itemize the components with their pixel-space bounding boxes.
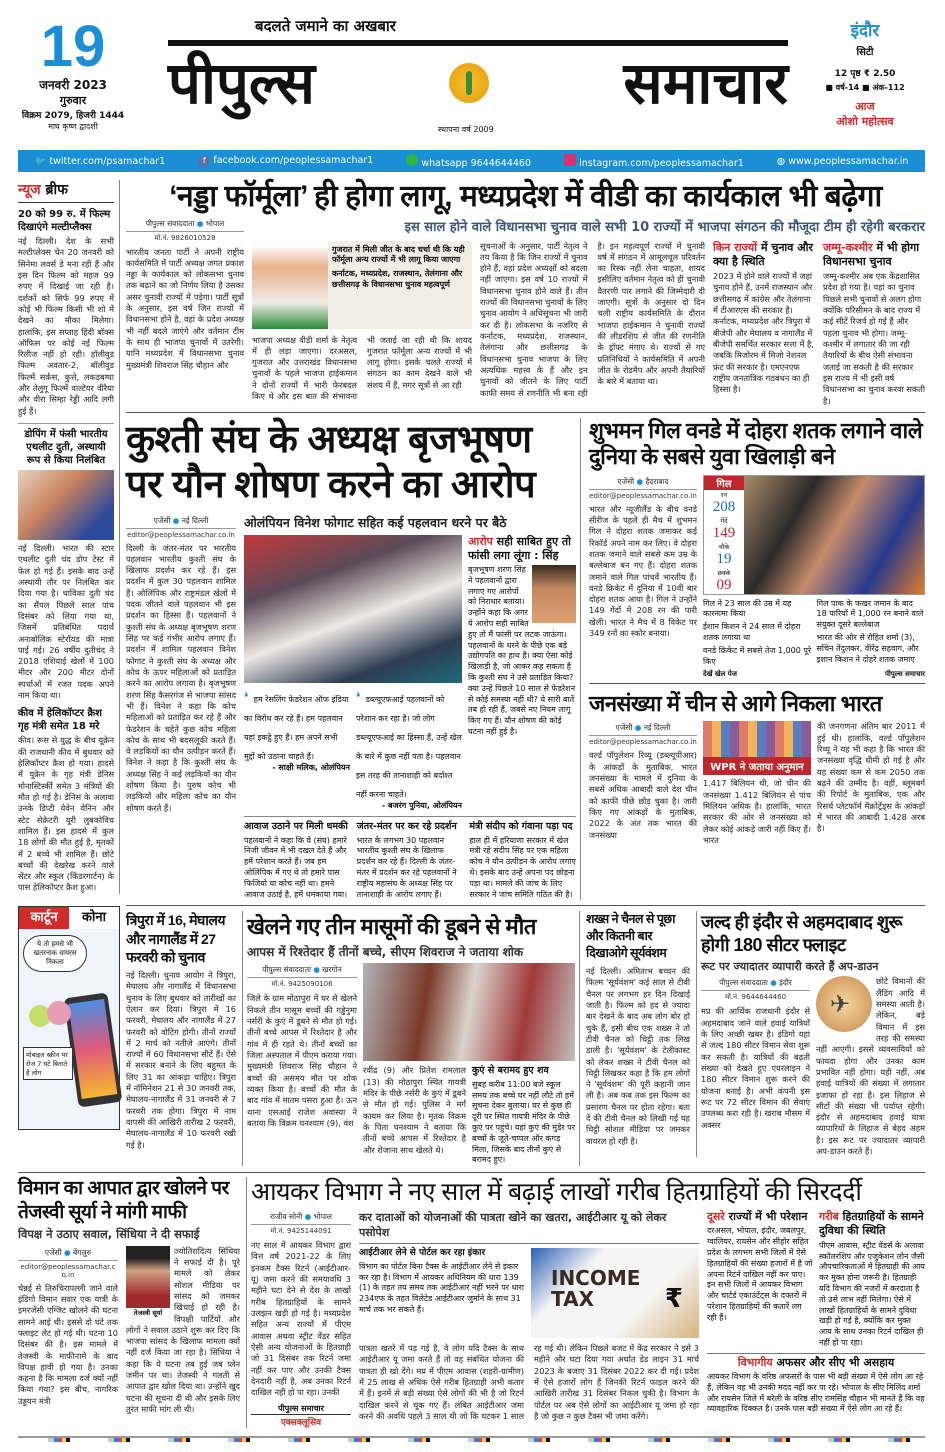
- tripura-story: त्रिपुरा में 16, मेघालय और नागालैंड में 27 फरवरी को चुनाव नई दिल्ली। चुनाव आयोग ने त्रिपुरा, मेघालय और नागालैंड में विधानसभा चुनाव के लिए बुधवार को तारीखों का ऐलान कर दिया। त्रिपुरा में 16 फरवरी, मेघालय और नागालैंड में 27 फरवरी को वोटिंग होगी। तीनों राज्यों में 2 मार्च को नतीजे आएंगे। तीनों राज्यों में 60 विधानसभा सीटें हैं। ऐसे में सरकार बनाने के लिए बहुमत के लिए 31 का आंकड़ा चाहिए। त्रिपुरा में नॉमिनेशन 21 से 30 जनवरी तक, मेघालय-नागालैंड में 31 जनवरी से 7 फरवरी तक होगा। त्रिपुरा में नाम वापसी की आखिरी तारीख 2 फरवरी, मेघालय-नागालैंड में 10 फरवरी रखी गई है।: [126, 912, 236, 1150]
- facebook-icon: f: [198, 155, 210, 167]
- news-brief-column: [18, 180, 120, 894]
- crowd-illustration: [703, 721, 811, 757]
- rupee-icon: ₹: [664, 1284, 683, 1315]
- newspaper-logo: [168, 40, 788, 120]
- social-website[interactable]: ◍ www.peoplessamachar.in: [776, 155, 909, 167]
- dilemma-box: गरीब हितग्राहियों के सामने दुविधा की स्थिति पीएम आवास, स्ट्रीट वेंडर्स के अलावा स्कॉलरशिप और एजुकेशन लोन जैसी औपचारिकताओं में हितग्राही की आय कर मुक्त होना जरूरी है। हितग्राही यदि विभाग की नजरों में करदाता है तो उसे लाभ नहीं मिलेगा। ऐसे में लाखों हितग्राहियों के सामने दुविधा खड़ी हो गई है, क्योंकि कर मुक्त आय के साथ उनका रिटर्न दाखिल ही नहीं हो पा रहा।: [819, 1210, 925, 1347]
- threat-box: आवाज उठाने पर मिली धमकी पहलवानों ने कहा कि वे (संघ) हमारे निजी जीवन में भी दखल देते हैं और हमें परेशान करते हैं। जब हम ओलिंपिक में गए थे तो हमारे पास फिजियो या कोच नहीं था। हमने आवाज उठाई है, हमें धमकाया गया।: [244, 821, 348, 899]
- lead-headline: ‘नड्डा फॉर्मूला’ ही होगा लागू, मध्यप्रदेश में वीडी का कार्यकाल भी बढ़ेगा: [169, 180, 882, 213]
- portal-box: आईटीआर लेने से पोर्टल कर रहा इंकार विभाग का पोर्टल बिना टैक्स के आईटीआर लेने से इंकार कर रहा है। विभाग में आयकर अधिनियम की धारा 139 (1) के तहत तय समय तक आईटीआर नहीं भरने पर धारा 234एफ के तहत विलेटेड आईटीआर जुर्माने के साथ 31 मार्च तक भर सकते हैं।: [359, 1248, 524, 1315]
- date-day: 19: [40, 14, 106, 79]
- wrestling-subhead: ओलंपियन विनेश फोगाट सहित कई पहलवान धरने पर बैठे: [244, 514, 507, 530]
- twitter-icon: 🐦: [34, 155, 50, 167]
- incometax-subhead: कर दाताओं को योजनाओं की पात्रता खोने का खतरा, आईटीआर यू को लेकर पसोपेश: [359, 1210, 699, 1244]
- lead-story: ‘नड्डा फॉर्मूला’ ही होगा लागू, मध्यप्रदेश में वीडी का कार्यकाल भी बढ़ेगा पीपुल्स संवाददाता ● भोपाल मो.नं. 9826010528 भारतीय जनता पार्टी ने अपनी राष्ट्रीय कार्यसमिति में पार्टी अध्यक्ष जगत प्रकाश नड्डा के कार्यकाल को लोकसभा चुनाव तक बढ़ाने का जो निर्णय लिया है उसका असर चुनावी राज्यों में पड़ेगा। पार्टी सूत्रों के अनुसार, इस वर्ष जिन राज्यों में विधानसभा होने है, वहां के प्रदेश अध्यक्ष भी नहीं बदले जाएंगे और वर्तमान टीम के साथ ही भाजपा चुनावों में उतरेगी। यानि मध्यप्रदेश में विधानसभा चुनाव मुख्यमंत्री शिवराज सिंह चौहान और इस साल होने वाले विधानसभा चुनाव वाले सभी 10 राज्यों में भाजपा संगठन की मौजूदा टीम ही रहेगी बरकरार गुजरात में मिली जीत के बाद चर्चा थी कि यही फॉर्मूला अन्य राज्यों में भी लागू किया जाएगा कर्नाटक, मध्यप्रदेश, राजस्थान, तेलंगाना और छत्तीसगढ़ के विधानसभा चुनाव महत्वपूर्ण भाजपा अध्यक्ष वीडी शर्मा के नेतृत्व में ही लड़ा जाएगा। दरअसल, गुजरात और उत्तराखंड विधानसभा चुनावों के पहले भाजपा हाईकमान ने दोनों राज्यों में भारी फेरबदल किए थे और इस बात की संभावना भी जताई जा रही थी कि शायद गुजरात फॉर्मूला अन्य राज्यों में भी लागू होगा। इसके चलते राज्यों में संगठन का काम देखने वाले भी संशय में हैं, मगर सूत्रों से आ रही सूचनाओं के अनुसार, पार्टी नेतृत्व ने तय किया है कि जिन राज्यों में चुनाव होने हैं, वहां प्रदेश अध्यक्षों को बदला नहीं जाएगा। इस वर्ष 10 राज्यों में विधानसभा चुनाव होने वाले हैं। तीन राज्यों की विधानसभा चुनावों के लिए चुनाव आयोग ने अधिसूचना भी जारी कर दी है। लोकसभा के नजरिए से कर्नाटक, मध्यप्रदेश, राजस्थान, तेलंगाना और छत्तीसगढ़ के विधानसभा चुनाव भाजपा के लिए अत्यधिक महत्त्व के हैं और इन चुनावों को जीतने के लिए पार्टी काफी समय से रणनीति भी बना रही है। इन महत्वपूर्ण राज्यों में चुनावी वर्ष में संगठन में आमूलचूल परिवर्तन का रिस्क नहीं लेना चाहता, शायद इसीलिए वर्तमान नेतृत्व को ही चुनावी वैतरणी पार लगाने की जिम्मेदारी दी जाएगी। सूत्रों के अनुसार दो दिन चली राष्ट्रीय कार्यसमिति के दौरान भाजपा हाईकमान ने चुनावी राज्यों की लीडरशिप से जीत की रणनीति के ड्रॉफ्ट मंगाए थे। राज्यों से गए प्रतिनिधियों ने कार्यसमिति में अपनी जीत के रोडमैप और अपनी तैयारियों के बारे में बताया था। किन राज्यों में चुनाव और क्या है स्थिति 2023 में होने वाले राज्यों में जहां चुनाव होने हैं, उनमें राजस्थान और छत्तीसगढ़ में कांग्रेस और तेलंगाना में टीआरएस की सरकार है। कर्नाटक, मध्यप्रदेश और त्रिपुरा में बीजेपी और मेघालय व नागालैंड में बीजेपी समर्थित सरकार सत्ता में है, जबकि मिजोरम में मिजो नेशनल फ्रंट की सरकार है। एमएनएफ राष्ट्रीय जनतांत्रिक गठबंधन का ही हिस्सा है। जम्मू-कश्मीर में भी होगा विधानसभा चुनाव जम्मू-कश्मीर अब एक केंद्रशासित प्रदेश हो गया है। यहां का चुनाव पिछले सभी चुनावों से अलग होगा क्योंकि परिसीमन के बाद राज्य में कई सीटें रिजर्व हो गई हैं और पहला चुनाव भी होगा। जम्मू-कश्मीर में लगातार की जा रही तैयारियों के बीच ऐसी संभावना जताई जा सकती है की सरकार इस राज्य में भी इसी वर्ष विधानसभा का चुनाव करवा सकती है।: [126, 180, 925, 413]
- drowning-story: खेलने गए तीन मासूमों की डूबने से मौत आपस में रिश्तेदार हैं तीनों बच्चे, सीएम शिवराज ने जताया शोक पीपुल्स संवाददाता ● खरगोन मो.नं. 9425090106 जिले के ग्राम मोठापुरा में घर से खेलने निकले तीन मासूम बच्चों की गड्ढेनुमा नर्सरी के कुएं में डूबने से मौत हो गई। तीनों बच्चे आपस में रिश्तेदार है और गांव में ही रहते थे। तीनों बच्चों का जिला अस्पताल में पीएम कराया गया। मुख्यमंत्री शिवराज सिंह चौहान ने बच्चों की असमय मौत पर शोक व्यक्त किया है। बच्चों की मौत के बाद गांव में मातम पसरा हुआ है। ऊन थाना एसआई राजेश अवास्या ने बताया कि विक्रम घनश्याम (9), वंश रवींद्र (9) और प्रितेश रामलाल (13) की मोठापुरा स्थित गायत्री मंदिर के पीछे नर्सरी के कुएं में डूबने से मौत हो गई। पुलिस ने मर्ग कायम कर लिया है। मृतक विक्रम के पिता घनश्याम ने बताया कि तीनों बच्चे आपस में रिश्तेदार है और रोजाना साथ खेलते थे। कुएं से बरामद हुए शव सुबह करीब 11:00 बजे स्कूल समय तक बच्चे घर नहीं लौटे तो हमें सूचना देकर बुलाया। घर से कुछ ही दूरी पर स्थित गायत्री मंदिर के पीछे कुएं पर पहुंचे। यहां कुएं की मुंडेर पर बच्चों के जूते-चप्पल और कंगड़ मिला, जिसके बाद तीनों कुएं से बरामद हुए।: [242, 911, 580, 1166]
- volume: ■ वर्ष-14 ■ अंक-112: [825, 83, 905, 92]
- lead-subhead: इस साल होने वाले विधानसभा चुनाव वाले सभी 10 राज्यों में भाजपा संगठन की मौजूदा टीम ही रहेगी बरकरार: [404, 219, 925, 235]
- brief-item: कीव में हेलिकॉप्टर क्रैश गृह मंत्री समेत 18 मरे कीव। रूस से युद्ध के बीच यूक्रेन की राजधानी कीव में बुधवार को हेलिकॉप्टर क्रैश हो गया। हादसे में यूक्रेन के गृह मंत्री डेनिस मोनास्टिर्स्की समेत 3 मंत्रियों की मौत हो गई है। डेनिस के अलावा उनके डिप्टी येवेन येनिन और स्टेट सेक्रेटरी यूरी लुबकोविच शामिल हैं। इस हादसे में कुल 18 लोगों की मौत हुई है, मृतकों में 2 बच्चे भी शामिल हैं। छोटे बच्चों की देखरेख करने वाले सेंटर और स्कूल (किंडरगार्टन) के पास हेलिकॉप्टर क्रैश हुआ।: [18, 708, 114, 893]
- whatsapp-icon: [406, 154, 418, 166]
- brij-bhushan-box: आरोप सही साबित हुए तो फांसी लगा लूंगा : सिंह बृजभूषण शरण सिंह ने पहलवानों द्वारा लगाए गए आरोपों को निराधार बताया। उन्होंने कहा कि अगर ये आरोप सही साबित हुए तो मैं फांसी पर लटक जाऊंगा। पहलवानों के धरने के पीछे एक बड़े उद्योगपति का हाथ है। क्या ऐसा कोई खिलाड़ी है, जो आकर कह सकता है कि कुश्ती संघ ने उसे प्रताड़ित किया? क्या उन्हें पिछले 10 साल से फेडरेशन से कोई समस्या नहीं थी? ये सारी बातें तब हो रही हैं, जबसे नए नियम लागू किए गए हैं। यौन शोषण की कोई घटना नहीं हुई है।: [468, 534, 576, 737]
- globe-icon: ◍: [776, 155, 789, 167]
- gill-headline: शुभमन गिल वनडे में दोहरा शतक लगाने वाले दुनिया के सबसे युवा खिलाड़ी बने: [589, 417, 923, 470]
- other-states-box: दूसरे राज्यों में भी परेशान दरअसल, भोपाल, इंदौर, जबलपुर, ग्वालियर, रायसेन और सीहोर सहित प्रदेश के लगभग सभी जिलों में ऐसे हितग्राहियों की संख्या हजारों में है जो अपना रिटर्न दाखिल नहीं कर पाए। इन सभी जिलों में आयकर विभाग और चार्टर्ड एकाउंटेंट्स के दफ्तरों में परेशान हितग्राहियों की कतारें लग रही हैं।: [707, 1210, 813, 1322]
- income-tax-image: INCOME TAX ₹: [531, 1248, 699, 1338]
- stat: चौके 19: [716, 542, 732, 567]
- stat: गेंदें 149: [712, 516, 736, 541]
- drowning-subhead: आपस में रिश्तेदार हैं तीनों बच्चे, सीएम शिवराज ने जताया शोक: [247, 945, 524, 960]
- flight-headline: जल्द ही इंदौर से अहमदाबाद शुरू होगी 180 सीटर फ्लाइट: [701, 912, 903, 955]
- logo-right: समाचार: [623, 49, 788, 117]
- today-label: आज: [855, 100, 875, 113]
- pen-emblem-icon: [449, 63, 489, 103]
- brief-title-b: ब्रीफ: [45, 182, 68, 198]
- lead-col-3: सूचनाओं के अनुसार, पार्टी नेतृत्व ने तय किया है कि जिन राज्यों में चुनाव होने हैं, वहां प्रदेश अध्यक्षों को बदला नहीं जाएगा। इस वर्ष 10 राज्यों में विधानसभा चुनाव होने वाले हैं। तीन राज्यों की विधानसभा चुनावों के लिए चुनाव आयोग ने अधिसूचना भी जारी कर दी है। लोकसभा के नजरिए से कर्नाटक, मध्यप्रदेश, राजस्थान, तेलंगाना और छत्तीसगढ़ के विधानसभा चुनाव भाजपा के लिए अत्यधिक महत्त्व के हैं और इन चुनावों को जीतने के लिए पार्टी काफी समय से रणनीति भी बना रही है। इन महत्वपूर्ण राज्यों में चुनावी वर्ष में संगठन में आमूलचूल परिवर्तन का रिस्क नहीं लेना चाहता, शायद इसीलिए वर्तमान नेतृत्व को ही चुनावी वैतरणी पार लगाने की जिम्मेदारी दी जाएगी। सूत्रों के अनुसार दो दिन चली राष्ट्रीय कार्यसमिति के दौरान भाजपा हाईकमान ने चुनावी राज्यों की लीडरशिप से जीत की रणनीति के ड्रॉफ्ट मंगाए थे। राज्यों से गए प्रतिनिधियों ने कार्यसमिति में अपनी जीत के रोडमैप और अपनी तैयारियों के बारे में बताया था।: [480, 240, 705, 398]
- stat: छक्के 09: [716, 568, 732, 593]
- wrestling-headline: कुश्ती संघ के अध्यक्ष बृजभूषण पर यौन शोषण करने का आरोप: [126, 418, 536, 506]
- quote-sakshi: ❛ हम रेसलिंग फेडरेशन ऑफ इंडिया का विरोध कर रहे हैं। हम पहलवान यहां इकट्ठे हुए हैं। हम अपने सभी मुद्दों को उठाना चाहते हैं। - साक्षी मलिक, ओलंपियन: [244, 689, 350, 772]
- wpr-badge: WPR ने जताया अनुमान: [703, 757, 811, 775]
- airplane-icon: ✈: [830, 990, 851, 1019]
- cartoon-sign: मोबाइल स्क्रीन पर रोज 7 घंटे बिताते हैं लोग: [23, 1047, 73, 1080]
- bodies-recovered-box: कुएं से बरामद हुए शव सुबह करीब 11:00 बजे स्कूल समय तक बच्चे घर नहीं लौटे तो हमें सूचना देकर बुलाया। घर से कुछ ही दूरी पर स्थित गायत्री मंदिर के पीछे कुएं पर पहुंचे। यहां कुएं की मुंडेर पर बच्चों के जूते-चप्पल और कंगड़ मिला, जिसके बाद तीनों कुएं से बरामद हुए।: [472, 1065, 575, 1165]
- instagram-icon: [564, 154, 576, 166]
- city: इंदौर: [850, 21, 880, 41]
- social-instagram[interactable]: instagram.com/peoplessamachar1: [564, 154, 744, 169]
- tejasvi-subhead: विपक्ष ने उठाए सवाल, सिंधिया ने दी सफाई: [18, 1226, 200, 1241]
- cartoon-drawing: [19, 929, 119, 1129]
- quote-icon: ❛: [356, 689, 361, 706]
- jk-box: जम्मू-कश्मीर में भी होगा विधानसभा चुनाव जम्मू-कश्मीर अब एक केंद्रशासित प्रदेश हो गया है। यहां का चुनाव पिछले सभी चुनावों से अलग होगा क्योंकि परिसीमन के बाद राज्य में कई सीटें रिजर्व हो गई हैं और पहला चुनाव भी होगा। जम्मू-कश्मीर में लगातार की जा रही तैयारियों के बीच ऐसी संभावना जताई जा सकती है की सरकार इस राज्य में भी इसी वर्ष विधानसभा का चुनाव करवा सकती है।: [823, 240, 925, 406]
- officers-helpless-box: विभागीय अफसर और सीए भी असहाय आयकर विभाग के वरिष्ठ अफसरों के पास भी बड़ी संख्या में ऐसे लोग आ रहे हैं, लेकिन वह भी उनकी मदद नहीं कर पा रहे। भोपाल के सीए मिलिंद शर्मा और रायसेन जिले में बरेली के वरिष्ठ सीए रामसिंह चौहान भी मानते हैं कि वह व्यावहारिक दिक्कत है। उनके पास बड़ी संख्या में ऐसे लोग आ रहे हैं।: [707, 1353, 925, 1415]
- founded: स्थापना वर्ष 2009: [438, 125, 494, 134]
- flight-subhead: रूट पर ज्यादातर व्यापारी करते हैं अप-डाउन: [701, 960, 879, 974]
- lead-col-2: भाजपा अध्यक्ष वीडी शर्मा के नेतृत्व में ही लड़ा जाएगा। दरअसल, गुजरात और उत्तराखंड विधानसभा चुनावों के पहले भाजपा हाईकमान ने दोनों राज्यों में भारी फेरबदल किए थे और इस बात की संभावना भी जताई जा रही थी कि शायद गुजरात फॉर्मूला अन्य राज्यों में भी लागू होगा। इसके चलते राज्यों में संगठन का काम देखने वाले भी संशय में हैं, मगर सूत्रों से आ रही: [252, 334, 472, 402]
- jantar-mantar-box: जंतर-मंतर पर कर रहे प्रदर्शन भारत के लगभग 30 पहलवान भारतीय कुश्ती संघ के खिलाफ प्रदर्शन कर रहे हैं। दिल्ली के जंतर-मंतर में प्रदर्शन कर रहे पहलवानों ने राष्ट्रीय महासंघ के अध्यक्ष सिंह पर तानाशाही के आरोप लगाए हैं।: [356, 821, 457, 899]
- tejasvi-story: विमान का आपात द्वार खोलने पर तेजस्वी सूर्या ने मांगी माफी विपक्ष ने उठाए सवाल, सिंधिया ने दी सफाई एजेंसी ● बेंगलुरु editor@peoplessamachar.co.in चेन्नई से तिरुचिरापल्ली जाने वाले इंडिगो विमान सवार एक यात्री के इमरजेंसी एग्जिट खोलने की घटना सामने आई थी। इससे दो घंटे तक फ्लाइट लेट हो गई थी। घटना 10 दिसंबर की है। इस मामले में तेजस्वी के माफीनामे के बाद विपक्ष हावी हो गया है। उनका कहना है कि मामला दर्ज क्यों नहीं किया गया? इस बीच, नागरिक उड्डयन मंत्री तेजस्वी सूर्या ज्योतिरादित्य सिंधिया ने सफाई दी है। पूरे मामले को लेकर सोशल मीडिया पर सांसद को जमकर खिंचाई हो रही है। विपक्षी पार्टियों और लोगों ने सवाल उठाने शुरू कर दिए कि भाजपा सांसद के खिलाफ मामला क्यों नहीं दर्ज किया जा रहा है। सिंधिया ने कहा कि ये घटना तब हुई जब प्लेन जमीन पर था। तेजस्वी ने गलती से आपात द्वार खोल दिया था। उन्होंने खुद घटना की सूचना दी थी और इसके लिए तुरंत माफी मांग ली थी।: [18, 1178, 240, 1415]
- wrestling-body: दिल्ली के जंतर-मंतर पर भारतीय पहलवान भारतीय कुश्ती संघ के खिलाफ प्रदर्शन कर रहे हैं। इस प्रदर्शन में कुल 30 पहलवान शामिल हैं। ओलिंपिक और राष्ट्रमंडल खेलों में पदक जीतने वाले पहलवान भी इस प्रदर्शन का हिस्सा हैं। पहलवानों ने कुश्ती संघ के अध्यक्ष बृजभूषण शरण सिंह पर कई गंभीर आरोप लगाए हैं। प्रदर्शन में शामिल पहलवान विनेश फोगाट ने कुश्ती संघ के अध्यक्ष और कोच के ऊपर महिलाओं को प्रताड़ित करने का आरोप लगाया है। बृजभूषण शरण सिंह कैसरगंज से भाजपा सांसद भी हैं। विनेश ने कहा कि कोच महिलाओं को प्रताड़ित कर रहे हैं और फेडरेशन के चहेते कुछ कोच महिला कोच के साथ भी बदसलूकी करते हैं। वे लड़कियों का यौन उत्पीड़न करते हैं। विनेश ने कहा है कि कुश्ती संघ के अध्यक्ष सिंह ने कई लड़कियों का यौन शोषण किया है। पुरुष कोच भी लड़कियों और महिला कोच का यौन शोषण करते हैं।: [126, 542, 236, 813]
- tejasvi-photo: [126, 1246, 170, 1308]
- masthead: [18, 0, 925, 148]
- tagline: बदलते जमाने का अखबार: [255, 17, 396, 35]
- photo-credit: पीपुल्स समाचार: [884, 670, 925, 679]
- tripura-headline: त्रिपुरा में 16, मेघालय और नागालैंड में 27 फरवरी को चुनाव: [126, 912, 226, 965]
- population-headline: जनसंख्या में चीन से आगे निकला भारत: [589, 691, 882, 717]
- nadda-box: गुजरात में मिली जीत के बाद चर्चा थी कि यही फॉर्मूला अन्य राज्यों में भी लागू किया जाएगा कर्नाटक, मध्यप्रदेश, राजस्थान, तेलंगाना और छत्तीसगढ़ के विधानसभा चुनाव महत्वपूर्ण: [252, 241, 472, 329]
- social-facebook[interactable]: f facebook.com/peoplessamachar1: [198, 155, 373, 167]
- date-month-year: जनवरी 2023: [39, 78, 107, 92]
- print-registration-strip: [18, 1436, 925, 1442]
- gill-photo-area: [703, 475, 925, 595]
- wrestlers-protest-photo: [244, 535, 462, 683]
- brief-item: डोपिंग में फंसी भारतीय एथलीट दुती, अस्थायी रूप से किया निलंबित नई दिल्ली। भारत की स्टार एथलीट दुती चंद डोप टेस्ट में फेल हो गई हैं। इसके बाद उन्हें अस्थायी तौर पर निलंबित कर दिया गया है। धाविका दुती चंद का सैंपल पिछले साल पांच दिसंबर को लिया गया था, जिसमें प्रतिबंधित पदार्थ अनाबोलिक स्टेरॉयड की मात्रा पाई गई। 26 वर्षीय दुतीचंद ने 2018 एशियाई खेलों में 100 मीटर और 200 मीटर दोनों स्पर्धाओं में रजत पदक अपने नाम किया था।: [18, 423, 114, 701]
- flight-story: जल्द ही इंदौर से अहमदाबाद शुरू होगी 180 सीटर फ्लाइट रूट पर ज्यादातर व्यापारी करते हैं अप-डाउन पीपुल्स संवाददाता ● इंदौर मो.नं. 9644644460 मप्र की आर्थिक राजधानी इंदौर से अहमदाबाद जाने वाले हवाई यात्रियों के लिए अच्छी खबर है। इंडिगो यहां से जल्द 180 सीटर विमान सेवा शुरू कर सकती है। यात्रियों की बढ़ती संख्या को देखते हुए एयरलाइन ने 180 सीटर विमान शुरू करने की योजना बनाई है। अभी कंपनी इस रूट पर 72 सीटर विमान की सेवाएं उपलब्ध करा रही है। खराब मौसम में अक्सर ✈ छोटे विमानों की लैंडिंग आदि में समस्या आती है। लेकिन, बड़े विमान में इस तरह की समस्या नहीं आएगी। इससे व्यवसायियों को फायदा होगा और उनका काम प्रभावित नहीं होगा। यही नहीं, अब हवाई यात्रियों की संख्या में लगातार इजाफा हो रहा है। इस लिहाज से सीटों की संख्या भी पर्याप्त रहेगी। इंदौर से अहमदाबाद हवाई यात्रा व्यापारियों के लिहाज से बेहद अहम है। इस रूट पर ज्यादातर व्यापारी अप-डाउन करते हैं।: [696, 911, 925, 1157]
- speech-bubble: ये तो हमसे भी खतरनाक वायरस निकला: [23, 935, 87, 972]
- incometax-story: आयकर विभाग ने नए साल में बढ़ाई लाखों गरीब हितग्राहियों की सिरदर्दी राजीव सोनी ● भोपाल मो.नं. 9425144091 नए साल में आयकर विभाग द्वारा वित्त वर्ष 2021-22 के लिए इनकम टैक्स रिटर्न (आईटीआर-यू) जमा करने की समयावधि 3 महीने घटा देने से देश के लाखों गरीब हितग्राहियों के सामने उलझन खड़ी हो गई है। मध्यप्रदेश सहित अन्य राज्यों में पीएम आवास अथवा स्ट्रीट वेंडर सहित ऐसी अन्य योजनाओं के हितग्राही जो 31 दिसंबर तक रिटर्न जमा नहीं कर पाए और उनकी टैक्स देनदारी नहीं है, अब उनका रिटर्न दाखिल नहीं हो पा रहा। उनकी पीपुल्स समाचार एक्सक्लूसिव कर दाताओं को योजनाओं की पात्रता खोने का खतरा, आईटीआर यू को लेकर पसोपेश आईटीआर लेने से पोर्टल कर रहा इंकार विभाग का पोर्टल बिना टैक्स के आईटीआर लेने से इंकार कर रहा है। विभाग में आयकर अधिनियम की धारा 139 (1) के तहत तय समय तक आईटीआर नहीं भरने पर धारा 234एफ के तहत विलेटेड आईटीआर जुर्माने के साथ 31 मार्च तक भर सकते हैं। INCOME TAX ₹ पात्रता खतरे में पड़ गई है, वे लोग यदि टैक्स के साथ आईटीआर यू जमा करते हैं तो वह संबंधित योजना की पात्रता ही खो देंगे। मप्र में पीएम आवास (शहरी-ग्रामीण) में 25 लाख से अधिक ऐसे गरीब हितग्राही अभी कतार में हैं। इनमें से बड़ी संख्या ऐसे लोगों की भी है जो रिटर्न दाखिल करने से चूक गए हैं। लंबित आईटीआर जमा करने की अवधि पहले 3 साल थी जो कि घटकर 1 साल रह गई थी। लेकिन पिछले बजट में केंद्र सरकार ने इसे 3 महीने और घटा दिया गया अर्थात डेड लाइन 31 मार्च 2023 के बजाए 31 दिसंबर 2022 कर दी गई। प्रदेश में ऐसे हजारों लोग हैं जिनकी रिटर्न फाइल करने की आखिरी तारीख 31 दिसंबर निकल चुकी है। विभाग के पोर्टल पर अब ऐसे लोगों का आईटीआर यू जमा हो रहा है जो कुछ न कुछ टैक्स भी जमा करेंगे। दूसरे राज्यों में भी परेशान दरअसल, भोपाल, इंदौर, जबलपुर, ग्वालियर, रायसेन और सीहोर सहित प्रदेश के लगभग सभी जिलों में ऐसे हितग्राहियों की संख्या हजारों में है जो अपना रिटर्न दाखिल नहीं कर पाए। इन सभी जिलों में आयकर विभाग और चार्टर्ड एकाउंटेंट्स के दफ्तरों में परेशान हितग्राहियों की कतारें लग रही हैं। गरीब हितग्राहियों के सामने दुविधा की स्थिति पीएम आवास, स्ट्रीट वेंडर्स के अलावा स्कॉलरशिप और एजुकेशन लोन जैसी औपचारिकताओं में हितग्राही की आय कर मुक्त होना जरूरी है। हितग्राही यदि विभाग की नजरों में करदाता है तो उसे लाभ नहीं मिलेगा। ऐसे में लाखों हितग्राहियों के सामने दुविधा खड़ी हो गई है, क्योंकि कर मुक्त आय के साथ उनका रिटर्न दाखिल ही नहीं हो पा रहा। विभागीय अफसर और सीए भी असहाय आयकर विभाग के वरिष्ठ अफसरों के पास भी बड़ी संख्या में ऐसे लोग आ रहे हैं, लेकिन वह भी उनकी मदद नहीं कर पा रहे। भोपाल के सीए मिलिंद शर्मा और रायसेन जिले में बरेली के वरिष्ठ सीए रामसिंह चौहान भी मानते हैं कि वह व्यावहारिक दिक्कत है। उनके पास बड़ी संख्या में ऐसे लोग आ रहे हैं।: [246, 1177, 925, 1427]
- logo-left: पीपुल्स: [168, 49, 315, 117]
- stat: रन 208: [712, 490, 736, 515]
- weekday: गुरुवार: [59, 94, 87, 107]
- gill-body: भारत और न्यूजीलैंड के बीच वनडे सीरीज के पहले ही मैच में शुभमन गिल ने दोहरा शतक जमाकर कई रिकॉर्ड अपने नाम कर लिए। वे दोहरा शतक जमाने वाले सबसे कम उम्र के बल्लेबाज बन गए हैं। दोहरा शतक जमाने वाले गिल पांचवें भारतीय हैं। वनडे क्रिकेट में दुनिया में 10वीं बार दोहरा शतक आया है। गिल ने उन्होंने 149 गेंदों में 208 रन की पारी खेली। भारत ने मैच में 8 विकेट पर 349 रनों का स्कोर बनाया।: [589, 503, 697, 639]
- wrestling-story: कुश्ती संघ के अध्यक्ष बृजभूषण पर यौन शोषण करने का आरोप एजेंसी ● नई दिल्ली editor@peoplessamachar.co.in दिल्ली के जंतर-मंतर पर भारतीय पहलवान भारतीय कुश्ती संघ के खिलाफ प्रदर्शन कर रहे हैं। इस प्रदर्शन में कुल 30 पहलवान शामिल हैं। ओलिंपिक और राष्ट्रमंडल खेलों में पदक जीतने वाले पहलवान भी इस प्रदर्शन का हिस्सा हैं। पहलवानों ने कुश्ती संघ के अध्यक्ष बृजभूषण शरण सिंह पर कई गंभीर आरोप लगाए हैं। प्रदर्शन में शामिल पहलवान विनेश फोगाट ने कुश्ती संघ के अध्यक्ष और कोच के ऊपर महिलाओं को प्रताड़ित करने का आरोप लगाया है। बृजभूषण शरण सिंह कैसरगंज से भाजपा सांसद भी हैं। विनेश ने कहा कि कोच महिलाओं को प्रताड़ित कर रहे हैं और फेडरेशन के चहेते कुछ कोच महिला कोच के साथ भी बदसलूकी करते हैं। वे लड़कियों का यौन उत्पीड़न करते हैं। विनेश ने कहा है कि कुश्ती संघ के अध्यक्ष सिंह ने कई लड़कियों का यौन शोषण किया है। पुरुष कोच भी लड़कियों और महिला कोच का यौन शोषण करते हैं। ओलंपियन विनेश फोगाट सहित कई पहलवान धरने पर बैठे ❛ हम रेसलिंग फेडरेशन ऑफ इंडिया का विरोध कर रहे हैं। हम पहलवान यहां इकट्ठे हुए हैं। हम अपने सभी मुद्दों को उठाना चाहते हैं। - साक्षी मलिक, ओलंपियन ❛ डब्ल्यूएफआई पहलवानों को परेशान कर रहा है। जो लोग डब्ल्यूएफआई का हिस्सा हैं, उन्हें खेल के बारे में कुछ नहीं पता है। पहलवान इस तरह की तानाशाही को बर्दाश्त नहीं करना चाहते। - बजरंग पुनिया, ओलंपियन आरोप सही साबित हुए तो फांसी लगा लूंगा : सिंह बृजभूषण शरण सिंह ने पहलवानों द्वारा लगाए गए आरोपों को निराधार बताया। उन्होंने कहा कि अगर ये आरोप सही साबित हुए तो मैं फांसी पर लटक जाऊंगा। पहलवानों के धरने के पीछे एक बड़े उद्योगपति का हाथ है। क्या ऐसा कोई खिलाड़ी है, जो आकर कह सकता है कि कुश्ती संघ ने उसे प्रताड़ित किया? क्या उन्हें पिछले 10 साल से फेडरेशन से कोई समस्या नहीं थी? ये सारी बातें तब हो रही हैं, जबसे नए नियम लागू किए गए हैं। यौन शोषण की कोई घटना नहीं हुई है। आवाज उठाने पर मिली धमकी पहलवानों ने कहा कि वे (संघ) हमारे निजी जीवन में भी दखल देते हैं और हमें परेशान करते हैं। जब हम ओलिंपिक में गए थे तो हमारे पास फिजियो या कोच नहीं था। हमने आवाज उठाई है, हमें धमकाया गया। जंतर-मंतर पर कर रहे प्रदर्शन भारत के लगभग 30 पहलवान भारतीय कुश्ती संघ के खिलाफ प्रदर्शन कर रहे हैं। दिल्ली के जंतर-मंतर में प्रदर्शन कर रहे पहलवानों ने राष्ट्रीय महासंघ के अध्यक्ष सिंह पर तानाशाही के आरोप लगाए हैं। मंत्री संदीप को गंवाना पड़ा पद हाल ही में हरियाणा सरकार में खेल मंत्री रहे संदीप सिंह पर एक महिला कोच ने यौन उत्पीड़न के आरोप लगाए थे। इसके बाद उन्हें अपना पद छोड़ना पड़ा था। मामले की जांच के लिए सरकार ने जांच समिति गठित की है।: [126, 418, 581, 901]
- population-story: जनसंख्या में चीन से आगे निकला भारत एजेंसी ● नई दिल्ली editor@peoplessamachar.co.in वर्ल्ड पॉपुलेशन रिव्यू (डब्ल्यूपीआर) के आंकड़ों के मुताबिक, भारत जनसंख्या के मामले में दुनिया के सबसे अधिक आबादी वाले देश चीन को काफी पीछे छोड़ चुका है। जारी किए गए आंकड़ों के मुताबिक, 2022 के अंत तक भारत की जनसंख्या WPR ने जताया अनुमान 1.417 बिलियन थी, जो चीन की जनसंख्या 1.412 बिलियन से पांच मिलियन अधिक है। हालांकि, भारत सरकार की ओर से जनसंख्या को लेकर कोई आंकड़े जारी नहीं किए हैं। भारत की जनगणना अंतिम बार 2011 में हुई थी। हालांकि, वर्ल्ड पॉपुलेशन रिव्यू ने यह भी कहा है कि भारत की जनसंख्या वृद्धि धीमी हो गई है और यह संख्या कम से कम 2050 तक बढ़ने की उम्मीद है। वहीं, ब्लूमबर्ग की रिपोर्ट के मुताबिक, एक और रिसर्च प्लेटफॉर्म मैक्रोट्रेंड्स के आंकड़ों में भारत की आबादी 1.428 अरब है।: [589, 688, 925, 846]
- quote-icon: ❛: [244, 689, 249, 706]
- sandeep-box: मंत्री संदीप को गंवाना पड़ा पद हाल ही में हरियाणा सरकार में खेल मंत्री रहे संदीप सिंह पर एक महिला कोच ने यौन उत्पीड़न के आरोप लगाए थे। इसके बाद उन्हें अपना पद छोड़ना पड़ा था। मामले की जांच के लिए सरकार ने जांच समिति गठित की है।: [469, 821, 576, 899]
- sooryavansham-story: शख्स ने चैनल से पूछा और कितनी बार दिखाओगे सूर्यवंशम नई दिल्ली। अमिताभ बच्चन की फिल्म 'सूर्यवंशम' कई साल से टीवी चैनल पर लगभग हर दिन दिखाई जाती है। फिल्म को हद से ज्यादा बार देखने के बाद अब लोग बोर हो चुके हैं, इसी बीच एक शख्स ने तो टीवी चैनल को चिट्ठी तक लिख डाली है। 'सूर्यवंशम' के टेलीकास्ट को लेकर शख्स ने टीवी चैनल को चिट्ठी लिखकर कहा है कि हम लोगों ने 'सूर्यवंशम' की पूरी कहानी जान ली है। अब कब तक इस फिल्म का प्रसारण चैनल पर होता रहेगा। बता दें की टीवी चैनल को लिखी गई यह चिट्ठी सोशल मीडिया पर जमकर वायरल हो रही है।: [586, 912, 690, 1146]
- tithi: माघ कृष्ण द्वादशी: [48, 122, 98, 131]
- brij-bhushan-photo: [532, 565, 576, 623]
- cartoon-title-b: कोना: [82, 909, 106, 925]
- cartoon-corner: [18, 906, 120, 1130]
- lead-col-1: भारतीय जनता पार्टी ने अपनी राष्ट्रीय कार्यसमिति में पार्टी अध्यक्ष जगत प्रकाश नड्डा के कार्यकाल को लोकसभा चुनाव तक बढ़ाने का जो निर्णय लिया है उसका असर चुनावी राज्यों में पड़ेगा। पार्टी सूत्रों के अनुसार, इस वर्ष जिन राज्यों में विधानसभा होने है, वहां के प्रदेश अध्यक्ष भी नहीं बदले जाएंगे और वर्तमान टीम के साथ ही भाजपा चुनावों में उतरेगी। यानि मध्यप्रदेश में विधानसभा चुनाव मुख्यमंत्री शिवराज सिंह चौहान और: [126, 246, 244, 370]
- tejasvi-caption: तेजस्वी सूर्या: [133, 1308, 163, 1317]
- social-bar: [18, 150, 925, 172]
- social-whatsapp[interactable]: whatsapp 9644644460: [406, 154, 531, 169]
- incometax-headline: आयकर विभाग ने नए साल में बढ़ाई लाखों गरीब हितग्राहियों की सिरदर्दी: [251, 1178, 862, 1207]
- dutee-chand-photo: [18, 470, 114, 540]
- see-sports-page-link[interactable]: देखें खेल पेज: [703, 670, 737, 679]
- brief-item: 20 को 99 रु. में फिल्म दिखाएंगे मल्टीप्लैक्स नई दिल्ली। देश के सभी मल्टीप्लेक्स चेन 20 जनवरी को सिनेमा लवर्स डे मना रही हैं और इस दिन फिल्म को महज 99 रुपए में दिखाई जा रही है। दर्शकों को सिर्फ 99 रुपए में कोई भी फिल्म किसी भी शो में देखने का मौका मिलेगा। हालांकि, इस सप्ताह हिंदी बॉक्स ऑफिस पर कोई नई फिल्म रिलीज नहीं हो रही। हॉलीवुड फिल्म अवतार-2, बॉलीवुड फिल्में सर्कस, कुत्ते, लकड़बग्घा और तेलुगू फिल्में वाल्टेयर वीरैया और वीरा सिम्हा रेड्डी आदि लगी हुई हैं।: [18, 209, 114, 416]
- edition: सिटी: [856, 47, 874, 58]
- brief-title-a: न्यूज: [18, 182, 41, 198]
- pages-price: 12 पृष्ठ ₹ 2.50: [834, 69, 896, 79]
- social-twitter[interactable]: 🐦 twitter.com/psamachar1: [34, 155, 166, 167]
- sooryavansham-headline: शख्स ने चैनल से पूछा और कितनी बार दिखाओगे सूर्यवंशम: [586, 912, 675, 961]
- cartoon-title-a: कार्टून: [19, 907, 69, 929]
- gill-story: शुभमन गिल वनडे में दोहरा शतक लगाने वाले दुनिया के सबसे युवा खिलाड़ी बने एजेंसी ● हैदराबाद editor@peoplessamachar.co.in भारत और न्यूजीलैंड के बीच वनडे सीरीज के पहले ही मैच में शुभमन गिल ने दोहरा शतक जमाकर कई रिकॉर्ड अपने नाम कर लिए। वे दोहरा शतक जमाने वाले सबसे कम उम्र के बल्लेबाज बन गए हैं। दोहरा शतक जमाने वाले गिल पांचवें भारतीय हैं। वनडे क्रिकेट में दुनिया में 10वीं बार दोहरा शतक आया है। गिल ने उन्होंने 149 गेंदों में 208 रन की पारी खेली। भारत ने मैच में 8 विकेट पर 349 रनों का स्कोर बनाया। गिल रन 208 गेंदें 149 चौके 19 छक्के 09 गिल ने 23 साल की उम्र में यह कारनामा किया ईशान किशन ने 24 साल में दोहरा शतक लगाया था वनडे क्रिकेट में सबसे तेज 1,000 पूरे किए गिल पाक के फखर जमान के बाद 18 पारियों में 1,000 रन बनाने वाले संयुक्त दूसरे बल्लेबाज भारत की ओर से रोहित शर्मा (3), सचिन तेंदुलकर, वीरेंद्र सहवाग, और इशान किशन ने दोहरे शतक जमाए देखें खेल पेज पीपुल्स समाचार: [589, 418, 925, 685]
- gill-photo: [744, 476, 924, 594]
- tejasvi-headline: विमान का आपात द्वार खोलने पर तेजस्वी सूर्या ने मांगी माफी: [18, 1178, 229, 1223]
- nadda-photo: [252, 241, 328, 329]
- samvat: विक्रम 2079, हिजरी 1444: [21, 111, 125, 121]
- exclusive-tag: पीपुल्स समाचार एक्सक्लूसिव: [251, 1403, 351, 1428]
- today-event: ओशो महोत्सव: [836, 115, 894, 128]
- drowning-photo: [363, 963, 575, 1061]
- virus-icon: [47, 1001, 71, 1025]
- drowning-headline: खेलने गए तीन मासूमों की डूबने से मौत: [247, 914, 536, 940]
- quote-bajrang: ❛ डब्ल्यूएफआई पहलवानों को परेशान कर रहा है। जो लोग डब्ल्यूएफआई का हिस्सा हैं, उन्हें खेल के बारे में कुछ नहीं पता है। पहलवान इस तरह की तानाशाही को बर्दाश्त नहीं करना चाहते। - बजरंग पुनिया, ओलंपियन: [356, 689, 462, 810]
- states-box: किन राज्यों में चुनाव और क्या है स्थिति 2023 में होने वाले राज्यों में जहां चुनाव होने हैं, उनमें राजस्थान और छत्तीसगढ़ में कांग्रेस और तेलंगाना में टीआरएस की सरकार है। कर्नाटक, मध्यप्रदेश और त्रिपुरा में बीजेपी और मेघालय व नागालैंड में बीजेपी समर्थित सरकार सत्ता में है, जबकि मिजोरम में मिजो नेशनल फ्रंट की सरकार है। एमएनएफ राष्ट्रीय जनतांत्रिक गठबंधन का ही हिस्सा है।: [713, 240, 814, 395]
- gill-stat-box: गिल रन 208 गेंदें 149 चौके 19 छक्के 09: [704, 476, 744, 594]
